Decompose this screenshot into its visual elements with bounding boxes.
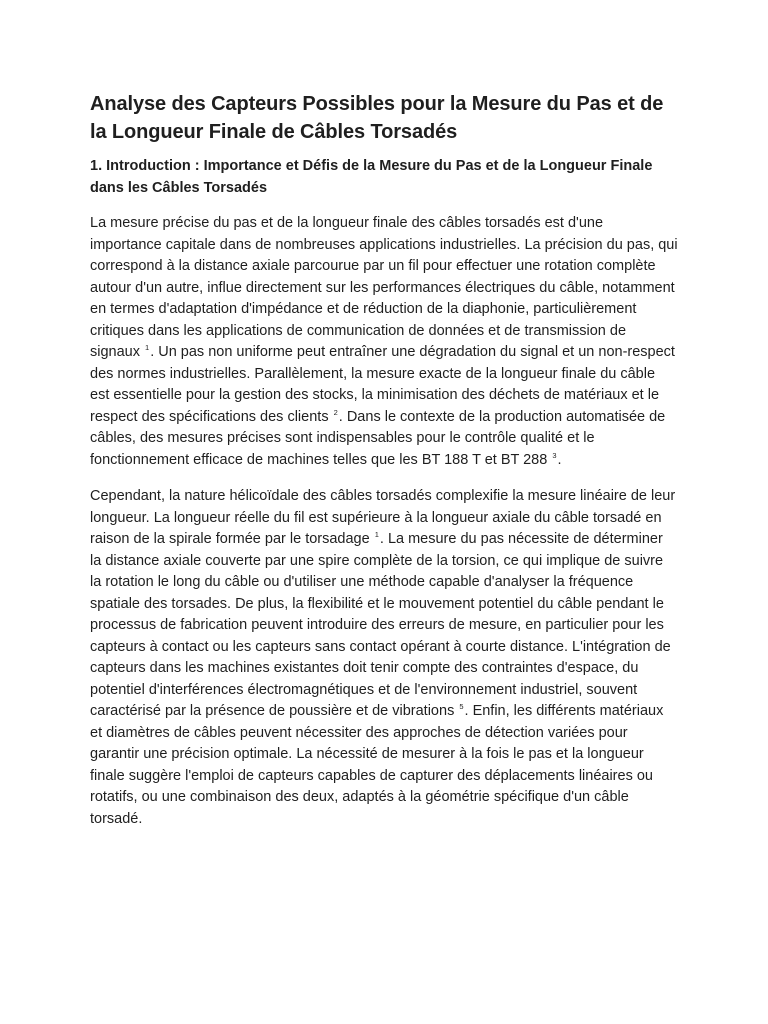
paragraph-text: . La mesure du pas nécessite de déterminer la distance axiale couverte par une spire complète de la torsion, ce qui implique de suivre la rotation le long du câble ou d'utiliser une méthode capable d'analyser la fréquence spatiale des torsades. De plus, la flexibilité et le mouvement potentiel du câble pendant le processus de fabrication peuvent introduire des erreurs de mesure, en particulier pour les capteurs à contact ou les capteurs sans contact opérant à courte distance. L'intégration de capteurs dans les machines existantes doit tenir compte des contraintes d'espace, du potentiel d'interférences électromagnétiques et de l'environnement industriel, souvent caractérisé par la présence de poussière et de vibrations — [90, 531, 671, 719]
footnote-ref[interactable]: 1 — [145, 343, 150, 352]
section-heading: 1. Introduction : Importance et Défis de la Mesure du Pas et de la Longueur Finale dans les Câbles Torsadés — [90, 158, 653, 196]
footnote-ref[interactable]: 5 — [459, 702, 464, 711]
paragraph-text: Cependant, la nature hélicoïdale des câbles torsadés complexifie la mesure linéaire de leur longueur. La longueur réelle du fil est supérieure à la longueur axiale du câble torsadé en raison de la spirale formée par le torsadage — [90, 488, 676, 547]
footnote-ref[interactable]: 1 — [374, 530, 379, 539]
footnote-ref[interactable]: 2 — [333, 407, 338, 417]
paragraph-text: . Un pas non uniforme peut entraîner une dégradation du signal et un non-respect des normes industrielles. Parallèlement, la mesure exacte de la longueur finale du câble est essentielle pour la gestion des stocks, la minimisation des déchets de matériaux et le respect des spécifications des clients — [90, 344, 675, 425]
footnote-ref[interactable]: 3 — [552, 450, 557, 460]
document-title: Analyse des Capteurs Possibles pour la Mesure du Pas et de la Longueur Finale de Câbles Torsadés — [90, 93, 664, 143]
paragraph-challenges — [90, 486, 678, 830]
paragraph-text: . Enfin, les différents matériaux et diamètres de câbles peuvent nécessiter des approches de détection variées pour garantir une précision optimale. La nécessité de mesurer à la fois le pas et la longueur finale suggère l'emploi de capteurs capables de capturer des déplacements linéaires ou rotatifs, ou une combinaison des deux, adaptés à la géométrie spécifique d'un câble torsadé. — [90, 703, 664, 827]
paragraph-importance — [90, 213, 678, 471]
paragraph-text: . Dans le contexte de la production automatisée de câbles, des mesures précises sont indispensables pour le contrôle qualité et le fonctionnement efficace de machines telles que les BT 188 T et BT 288 — [90, 408, 666, 468]
paragraph-text: La mesure précise du pas et de la longueur finale des câbles torsadés est d'une importance capitale dans de nombreuses applications industrielles. La précision du pas, qui correspond à la distance axiale parcourue par un fil pour effectuer une rotation complète autour d'un autre, influe directement sur les performances électriques du câble, notamment en termes d'adaptation d'impédance et de réduction de la diaphonie, particulièrement critiques dans les applications de communication de données et de transmission de signaux — [90, 215, 678, 360]
paragraph-text: . — [557, 451, 562, 468]
